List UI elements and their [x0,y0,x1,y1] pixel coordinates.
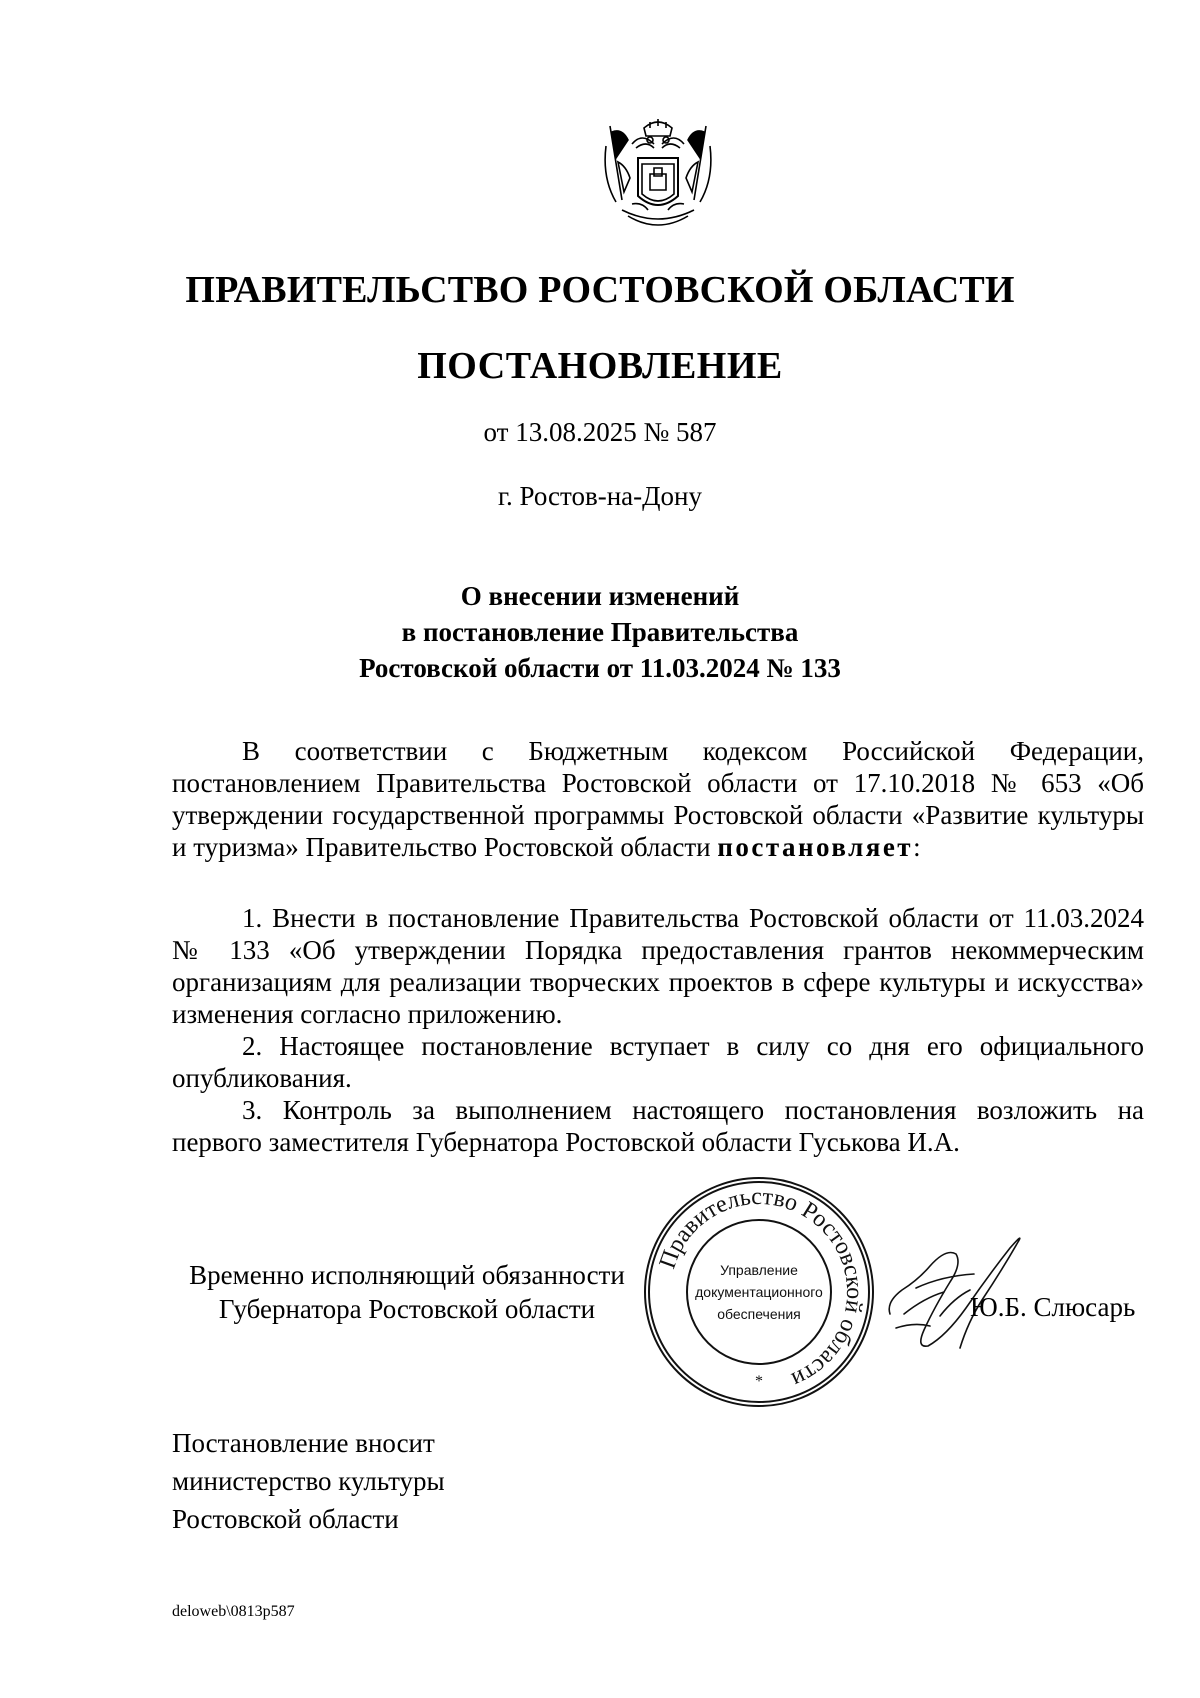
signatory-position [172,1258,642,1326]
preamble-end: : [913,832,921,862]
position-line-2: Губернатора Ростовской области [218,1294,596,1324]
seal-center-line-3: обеспечения [717,1306,801,1322]
submitted-by-note [172,1424,445,1538]
organization-heading: ПРАВИТЕЛЬСТВО РОСТОВСКОЙ ОБЛАСТИ [185,269,1015,311]
clause-1: 1. Внести в постановление Правительства Ростовской области от 11.03.2024 № 133 «Об утверждении Порядка предоставления грантов некоммерческим организациям для реализации творческих проектов в сфере культуры и искусства» изменения согласно приложению. [172,903,1144,1029]
clause-3: 3. Контроль за выполнением настоящего постановления возложить на первого заместителя Губернатора Ростовской области Гуськова И.А. [172,1095,1144,1157]
preamble-emphasis: постановляет [717,832,914,862]
document-subject [0,578,1200,686]
subject-line-3: Ростовской области от 11.03.2024 № 133 [359,653,841,683]
subject-line-2: в постановление Правительства [401,617,799,647]
coat-of-arms-emblem [592,118,724,236]
position-line-1: Временно исполняющий обязанности [189,1260,625,1290]
seal-center-line-2: документационного [695,1284,823,1300]
submitted-line-2: министерство культуры [172,1466,445,1496]
clause-2: 2. Настоящее постановление вступает в силу со дня его официального опубликования. [172,1031,1144,1093]
document-date-number: от 13.08.2025 № 587 [483,417,717,447]
seal-center-line-1: Управление [720,1262,798,1278]
preamble-paragraph [172,735,1144,863]
submitted-line-3: Ростовской области [172,1504,399,1534]
document-type-heading: ПОСТАНОВЛЕНИЕ [417,345,783,387]
signatory-name: Ю.Б. Слюсарь [970,1292,1136,1322]
footer-file-reference: deloweb\0813p587 [172,1603,295,1620]
preamble-text: В соответствии с Бюджетным кодексом Российской Федерации, постановлением Правительства Ростовской области от 17.10.2018 № 653 «Об утверждении государственной программы Ростовской области «Развитие культуры и туризма» Правительство Ростовской области [172,736,1144,862]
document-city: г. Ростов-на-Дону [497,481,702,511]
official-seal [642,1175,876,1409]
subject-line-1: О внесении изменений [460,581,740,611]
seal-star-icon: * [755,1373,763,1390]
submitted-line-1: Постановление вносит [172,1428,435,1458]
seal-ring-text: Правительство Ростовской области [654,1183,868,1393]
clauses-list [172,902,1144,1158]
